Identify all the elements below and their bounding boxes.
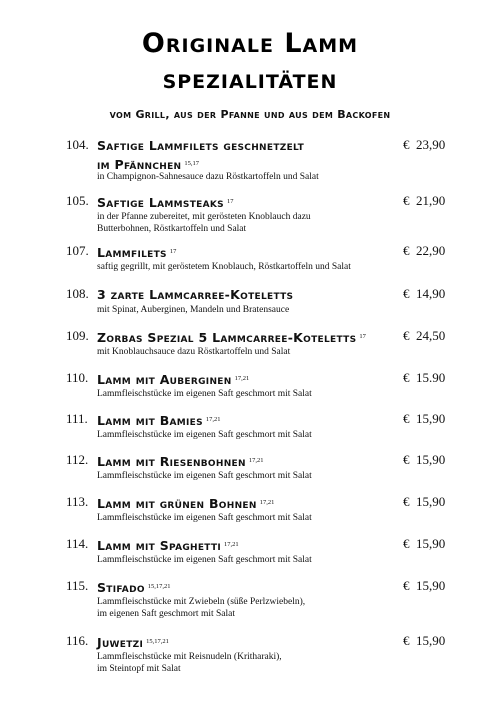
item-description: in Champignon-Sahnesauce dazu Röstkartoffeln und Salat (97, 172, 319, 182)
item-number: 108. (66, 286, 89, 301)
item-refs: 17,21 (248, 457, 264, 464)
item-name-line2: im Pfännchen (97, 157, 182, 172)
item-price: € 23,90 (403, 137, 446, 152)
item-number: 115. (66, 578, 89, 593)
item-description: Lammfleischstücke im eigenen Saft geschmort mit Salat (97, 471, 312, 481)
item-name (97, 536, 387, 555)
item-number: 114. (66, 536, 89, 551)
item-name-text: Lamm mit grünen Bohnen (97, 496, 257, 511)
item-name-line1: Saftige Lammfilets geschnetzelt (97, 138, 305, 153)
item-name (97, 193, 387, 212)
item-description (97, 596, 407, 620)
item-description: Lammfleischstücke im eigenen Saft geschmort mit Salat (97, 555, 312, 565)
item-price: € 15.90 (403, 370, 446, 385)
page-title-line1: Originale Lamm (141, 28, 359, 59)
item-description (97, 651, 407, 675)
item-refs: 17 (169, 248, 177, 255)
item-price: € 14,90 (403, 286, 446, 301)
item-refs: 17 (226, 198, 234, 205)
item-refs: 17,21 (259, 499, 275, 506)
item-description: saftig gegrillt, mit geröstetem Knoblauch, Röstkartoffeln und Salat (97, 262, 351, 272)
item-name-text: Lamm mit Bamies (97, 413, 203, 428)
item-name-text: Lamm mit Auberginen (97, 372, 232, 387)
item-name-text: Lammfilets (97, 245, 167, 260)
item-description-line: im eigenen Saft geschmort mit Salat (97, 609, 235, 619)
item-description (97, 211, 407, 235)
item-price: € 15,90 (403, 411, 446, 426)
item-price: € 15,90 (403, 633, 446, 648)
item-name (97, 494, 387, 513)
item-name-text: Lamm mit Riesenbohnen (97, 454, 246, 469)
item-number: 111. (66, 411, 88, 426)
item-description: mit Knoblauchsauce dazu Röstkartoffeln und Salat (97, 347, 291, 357)
item-price: € 22,90 (403, 243, 446, 258)
item-name-text: Juwetzi (97, 635, 144, 650)
item-name-text: Zorbas Spezial 5 Lammcarree-Koteletts (97, 330, 357, 345)
item-name (97, 578, 387, 597)
item-description-line: Butterbohnen, Röstkartoffeln und Salat (97, 224, 247, 234)
item-name (97, 328, 397, 347)
item-name (97, 137, 387, 174)
item-price: € 15,90 (403, 578, 446, 593)
item-number: 109. (66, 328, 89, 343)
item-number: 110. (66, 370, 89, 385)
item-price: € 15,90 (403, 452, 446, 467)
item-description: Lammfleischstücke im eigenen Saft geschmort mit Salat (97, 389, 312, 399)
item-number: 105. (66, 193, 89, 208)
item-refs: 17,21 (224, 541, 239, 548)
item-number: 107. (66, 243, 89, 258)
item-price: € 24,50 (403, 328, 446, 343)
page-subtitle: vom Grill, aus der Pfanne und aus dem Backofen (109, 108, 391, 121)
item-name (97, 286, 387, 304)
item-name-text: Saftige Lammsteaks (97, 195, 224, 210)
item-name (97, 370, 387, 389)
item-refs: 17 (359, 333, 366, 340)
item-number: 116. (66, 633, 89, 648)
item-name (97, 452, 387, 471)
item-refs: 15,17,21 (147, 583, 171, 590)
item-description: Lammfleischstücke im eigenen Saft geschmort mit Salat (97, 513, 312, 523)
item-description-line: im Steintopf mit Salat (97, 664, 181, 674)
item-name-text: 3 zarte Lammcarree-Koteletts (97, 287, 294, 302)
item-name (97, 633, 387, 652)
page-title-line2: spezialitäten (162, 64, 338, 95)
item-description: mit Spinat, Auberginen, Mandeln und Bratensauce (97, 305, 290, 315)
item-refs: 15,17,21 (146, 638, 169, 645)
item-name (97, 411, 387, 430)
item-description: Lammfleischstücke im eigenen Saft geschmort mit Salat (97, 430, 312, 440)
item-price: € 15,90 (403, 494, 446, 509)
item-price: € 15,90 (403, 536, 446, 551)
item-number: 112. (66, 452, 89, 467)
item-name (97, 243, 387, 262)
item-name-text: Stifado (97, 580, 145, 595)
item-description-line: Lammfleischstücke mit Reisnudeln (Kritharaki), (97, 652, 282, 662)
item-number: 104. (66, 137, 89, 152)
item-refs: 17,21 (205, 416, 221, 423)
item-refs: 15,17 (184, 160, 200, 167)
item-price: € 21,90 (403, 193, 446, 208)
item-number: 113. (66, 494, 89, 509)
item-refs: 17,21 (234, 375, 250, 382)
item-name-text: Lamm mit Spaghetti (97, 538, 222, 553)
item-description-line: in der Pfanne zubereitet, mit gerösteten Knoblauch dazu (97, 212, 311, 222)
item-description-line: Lammfleischstücke mit Zwiebeln (süße Perlzwiebeln), (97, 597, 306, 607)
